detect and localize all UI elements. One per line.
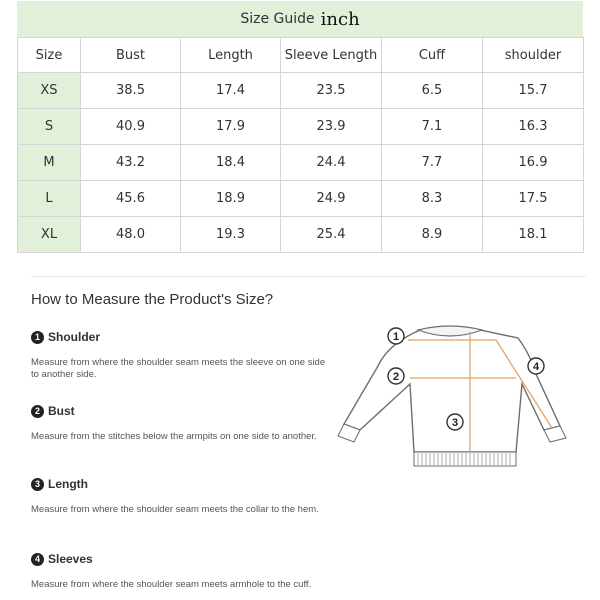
step-label: Sleeves xyxy=(48,552,93,566)
table-cell: 18.9 xyxy=(181,181,281,217)
table-cell: 23.5 xyxy=(281,73,382,109)
table-row xyxy=(18,181,584,217)
size-cell: XS xyxy=(18,73,81,109)
step-number-badge: 3 xyxy=(31,478,44,491)
table-cell: 18.1 xyxy=(483,217,584,253)
size-cell: XL xyxy=(18,217,81,253)
marker-1 xyxy=(388,328,404,344)
step-label: Bust xyxy=(48,404,75,418)
step-description: Measure from where the shoulder seam meets the sleeve on one side to another side. xyxy=(31,357,326,380)
table-cell: 8.3 xyxy=(382,181,483,217)
table-cell: 6.5 xyxy=(382,73,483,109)
sweater-diagram xyxy=(330,318,570,478)
table-cell: 17.4 xyxy=(181,73,281,109)
column-header: Bust xyxy=(81,38,181,73)
column-header: Cuff xyxy=(382,38,483,73)
marker-4 xyxy=(528,358,544,374)
sweater-hem xyxy=(414,452,516,466)
table-cell: 7.1 xyxy=(382,109,483,145)
step-header xyxy=(31,477,331,491)
step-number-badge: 4 xyxy=(31,553,44,566)
table-cell: 17.9 xyxy=(181,109,281,145)
table-cell: 16.3 xyxy=(483,109,584,145)
table-cell: 16.9 xyxy=(483,145,584,181)
table-cell: 38.5 xyxy=(81,73,181,109)
table-cell: 18.4 xyxy=(181,145,281,181)
step-bust xyxy=(31,404,331,443)
table-cell: 24.9 xyxy=(281,181,382,217)
step-header xyxy=(31,404,331,418)
step-sleeves xyxy=(31,552,331,591)
table-cell: 15.7 xyxy=(483,73,584,109)
marker-3-label: 3 xyxy=(451,417,459,429)
size-cell: L xyxy=(18,181,81,217)
step-description: Measure from the stitches below the armpits on one side to another. xyxy=(31,431,317,442)
table-cell: 24.4 xyxy=(281,145,382,181)
table-cell: 25.4 xyxy=(281,217,382,253)
step-length xyxy=(31,477,331,516)
marker-3 xyxy=(447,414,463,430)
table-row xyxy=(18,73,584,109)
marker-4-label: 4 xyxy=(532,361,540,373)
marker-2-label: 2 xyxy=(392,371,400,383)
table-row xyxy=(18,217,584,253)
column-header: Size xyxy=(18,38,81,73)
step-number-badge: 2 xyxy=(31,405,44,418)
how-to-measure-title: How to Measure the Product's Size? xyxy=(31,291,274,308)
step-shoulder xyxy=(31,330,331,381)
table-cell: 8.9 xyxy=(382,217,483,253)
step-description: Measure from where the shoulder seam meets the collar to the hem. xyxy=(31,504,319,515)
size-guide-title: Size Guide xyxy=(240,11,315,27)
marker-2 xyxy=(388,368,404,384)
step-number-badge: 1 xyxy=(31,331,44,344)
column-header: shoulder xyxy=(483,38,584,73)
table-cell: 45.6 xyxy=(81,181,181,217)
column-header: Sleeve Length xyxy=(281,38,382,73)
table-cell: 43.2 xyxy=(81,145,181,181)
size-table-header xyxy=(18,38,584,73)
size-guide xyxy=(17,1,583,250)
column-header: Length xyxy=(181,38,281,73)
size-table xyxy=(17,37,584,253)
table-row xyxy=(18,145,584,181)
size-cell: S xyxy=(18,109,81,145)
marker-1-label: 1 xyxy=(392,331,400,343)
step-header xyxy=(31,330,331,344)
table-cell: 48.0 xyxy=(81,217,181,253)
table-cell: 23.9 xyxy=(281,109,382,145)
step-label: Shoulder xyxy=(48,330,101,344)
table-cell: 40.9 xyxy=(81,109,181,145)
table-cell: 7.7 xyxy=(382,145,483,181)
step-label: Length xyxy=(48,477,88,491)
size-guide-unit: inch xyxy=(320,8,360,30)
step-description: Measure from where the shoulder seam meets armhole to the cuff. xyxy=(31,579,312,590)
sweater-outline xyxy=(344,330,560,452)
table-cell: 19.3 xyxy=(181,217,281,253)
section-divider xyxy=(31,276,586,277)
size-guide-title-bar xyxy=(17,1,583,37)
table-row xyxy=(18,109,584,145)
step-header xyxy=(31,552,331,566)
table-cell: 17.5 xyxy=(483,181,584,217)
size-cell: M xyxy=(18,145,81,181)
